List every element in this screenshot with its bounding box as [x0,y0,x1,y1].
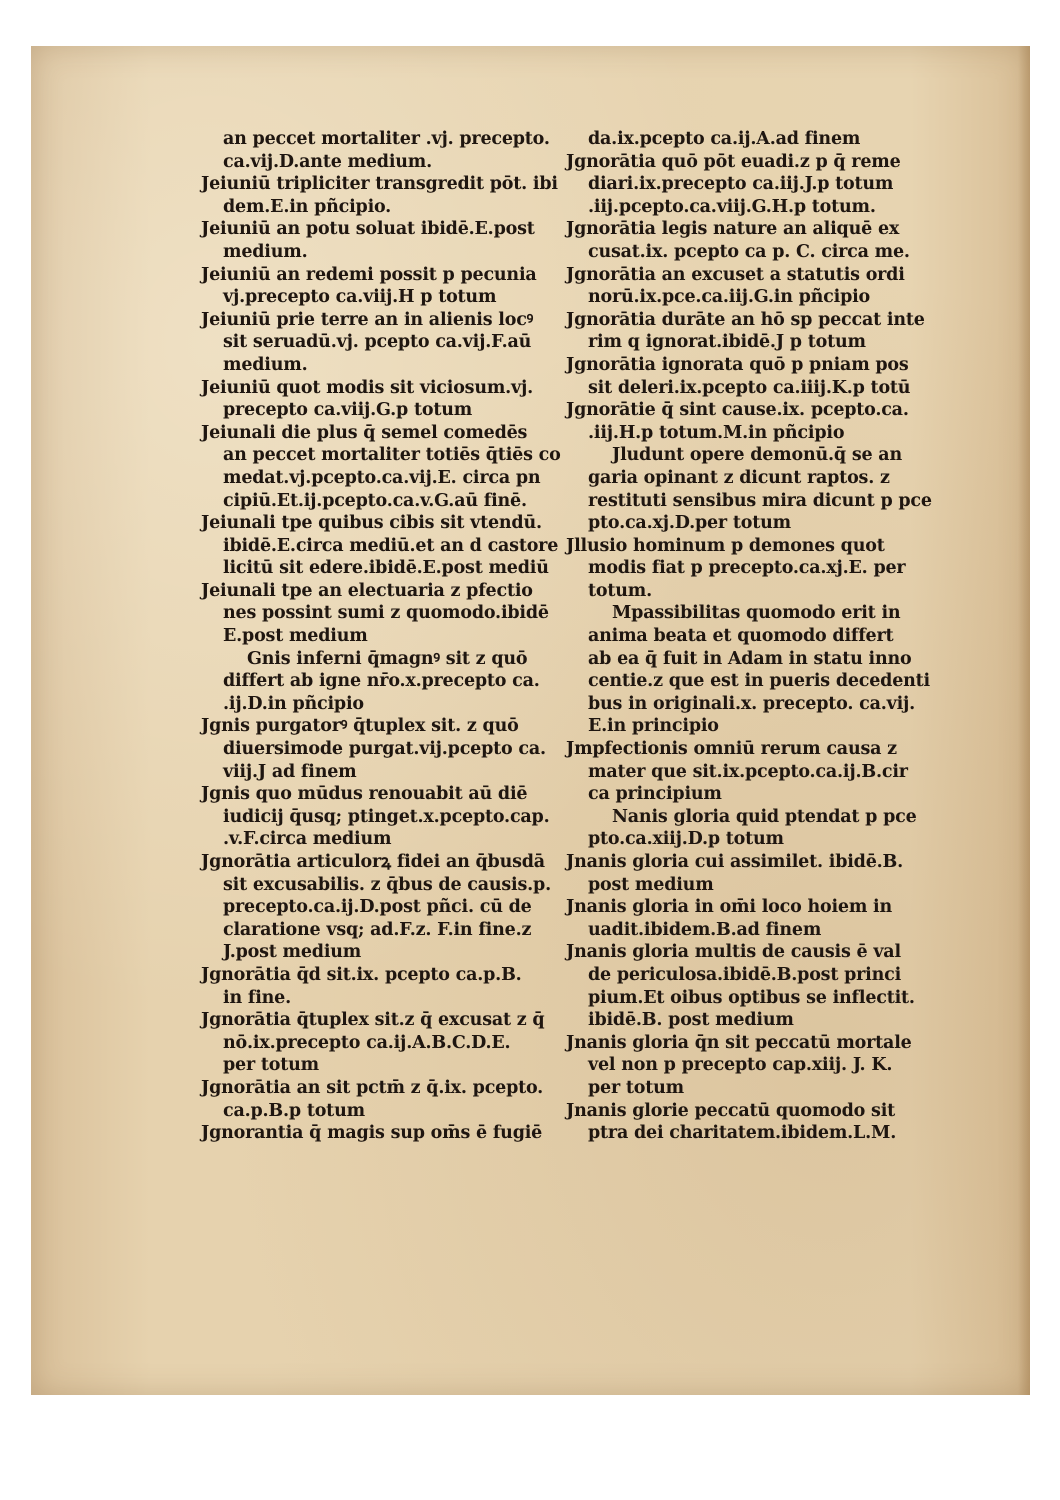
index-line: Jmpfectionis omniū rerum causa z [566,739,897,760]
index-line: claratione vsq; ad.F.z. F.in fine.z [223,919,532,940]
index-line: Jgnorātia legis nature an aliquē ex [566,219,900,240]
index-line: Jgnis quo mūdus renouabit aū diē [201,784,528,805]
index-line: sit excusabilis. z q̄bus de causis.p. [223,874,551,895]
index-line: Jeiunali die plus q̄ semel comedēs [201,422,528,443]
index-line: pto.ca.xiij.D.p totum [588,829,784,850]
index-line: an peccet mortaliter .vj. precepto. [223,129,550,149]
index-line: differt ab igne nr̄o.x.precepto ca. [223,671,540,692]
index-line: modis fiat p precepto.ca.xj.E. per [588,558,906,579]
index-line: Jeiuniū tripliciter transgredit pōt. ibi [201,174,558,195]
index-line: Nanis gloria quid ptendat p pce [612,806,917,827]
index-line: anima beata et quomodo differt [588,626,894,647]
index-line: Jeiunali tpe an electuaria z pfectio [201,580,533,601]
index-line: garia opinant z dicunt raptos. z [588,467,890,488]
index-line: Jeiuniū quot modis sit viciosum.vj. [201,377,534,398]
index-line: ab ea q̄ fuit in Adam in statu inno [588,648,912,669]
index-line: Mpassibilitas quomodo erit in [612,603,901,624]
index-line: .ij.D.in pñcipio [223,693,364,714]
index-line: per totum [223,1055,319,1076]
index-line: Jgnorātia an sit pctm̄ z q̄.ix. pcepto. [201,1077,544,1098]
index-line: Jnanis gloria cui assimilet. ibidē.B. [566,852,904,872]
index-line: iudicij q̄usq; ptinget.x.pcepto.cap. [223,806,550,827]
index-line: .iij.H.p totum.M.in pñcipio [588,422,845,443]
index-line: Jeiuniū an potu soluat ibidē.E.post [201,219,535,240]
index-line: diuersimode purgat.vij.pcepto ca. [223,739,546,760]
index-line: E.in principio [588,716,719,737]
index-line: E.post medium [223,626,368,647]
index-line: viij.J ad finem [223,761,357,782]
index-line: Jnanis glorie peccatū quomodo sit [566,1100,896,1121]
index-line: Jgnorātia articulorꝝ fidei an q̄busdā [201,852,545,872]
index-line: J.post medium [223,942,362,963]
index-line: de periculosa.ibidē.B.post princi [588,964,902,985]
index-line: centie.z que est in pueris decedenti [588,671,931,692]
index-line: Jgnorantia q̄ magis sup om̄s ē fugiē [201,1123,543,1144]
index-line: Jgnorātie q̄ sint cause.ix. pcepto.ca. [566,400,909,421]
index-line: Jeiunali tpe quibus cibis sit vtendū. [201,513,542,534]
index-line: Jeiuniū prie terre an in alienis locꝰ [201,309,534,330]
left-text-column [201,128,561,1145]
index-line: ca.p.B.p totum [223,1100,365,1121]
index-line: Jgnorātia quō pōt euadi.z p q̄ reme [566,151,901,172]
index-line: Jeiuniū an redemi possit p pecunia [201,264,537,285]
index-line: medat.vj.pcepto.ca.vij.E. circa pn [223,467,541,488]
index-line: Jgnorātia an excuset a statutis ordi [566,264,905,285]
index-line: Jgnorātia ignorata quō p pniam pos [566,354,909,375]
index-line: ca principium [588,784,722,805]
index-line: licitū sit edere.ibidē.E.post mediū [223,558,549,579]
index-line: nes possint sumi z quomodo.ibidē [223,603,549,624]
index-line: Jgnorātia q̄d sit.ix. pcepto ca.p.B. [201,964,522,985]
index-line: Jnanis gloria multis de causis ē val [566,942,901,963]
right-text-column [566,128,936,1145]
index-line: rim q ignorat.ibidē.J p totum [588,332,866,353]
index-line: mater que sit.ix.pcepto.ca.ij.B.cir [588,761,908,782]
index-line: da.ix.pcepto ca.ij.A.ad finem [588,129,861,149]
index-line: dem.E.in pñcipio. [223,196,392,217]
index-line: pto.ca.xj.D.per totum [588,513,791,534]
index-line: ibidē.B. post medium [588,1010,794,1031]
index-line: totum. [588,580,652,601]
index-line: precepto.ca.ij.D.post pñci. cū de [223,897,532,918]
index-line: pium.Et oibus optibus se inflectit. [588,987,915,1008]
index-line: .iij.pcepto.ca.viij.G.H.p totum. [588,196,876,217]
index-line: per totum [588,1077,684,1098]
index-line: in fine. [223,987,291,1008]
index-line: ptra dei charitatem.ibidem.L.M. [588,1123,897,1144]
index-line: diari.ix.precepto ca.iij.J.p totum [588,174,894,195]
index-line: .v.F.circa medium [223,829,392,850]
index-line: sit deleri.ix.pcepto ca.iiij.K.p totū [588,377,911,398]
index-line: uadit.ibidem.B.ad finem [588,919,822,940]
index-line: Gnis inferni q̄magnꝰ sit z quō [247,648,528,669]
index-line: Jgnorātia durāte an hō sp peccat inte [566,309,925,330]
page-edge-shadow [1018,46,1030,1395]
index-line: bus in originali.x. precepto. ca.vij. [588,693,916,714]
index-line: Jgnis purgatorꝰ q̄tuplex sit. z quō [201,716,519,737]
index-line: norū.ix.pce.ca.iij.G.in pñcipio [588,287,871,308]
index-line: Jnanis gloria in om̄i loco hoiem in [566,897,893,918]
index-line: medium. [223,354,308,375]
index-line: Jgnorātia q̄tuplex sit.z q̄ excusat z q̄ [201,1010,545,1031]
index-line: post medium [588,874,714,895]
index-line: vj.precepto ca.viij.H p totum [223,287,497,308]
index-line: an peccet mortaliter totiēs q̄tiēs co [223,445,561,466]
index-line: ibidē.E.circa mediū.et an d castore [223,535,559,556]
index-line: Jludunt opere demonū.q̄ se an [612,445,902,466]
book-page [31,46,1030,1395]
index-line: medium. [223,241,308,262]
index-line: Jllusio hominum p demones quot [566,535,885,556]
index-line: restituti sensibus mira dicunt p pce [588,490,932,511]
index-line: cipiū.Et.ij.pcepto.ca.v.G.aū finē. [223,490,527,511]
index-line: sit seruadū.vj. pcepto ca.vij.F.aū [223,332,532,353]
index-line: ca.vij.D.ante medium. [223,151,433,172]
index-line: Jnanis gloria q̄n sit peccatū mortale [566,1032,912,1053]
index-line: vel non p precepto cap.xiij. J. K. [588,1055,893,1076]
index-line: nō.ix.precepto ca.ij.A.B.C.D.E. [223,1032,511,1053]
index-line: cusat.ix. pcepto ca p. C. circa me. [588,241,910,262]
index-line: precepto ca.viij.G.p totum [223,400,473,421]
